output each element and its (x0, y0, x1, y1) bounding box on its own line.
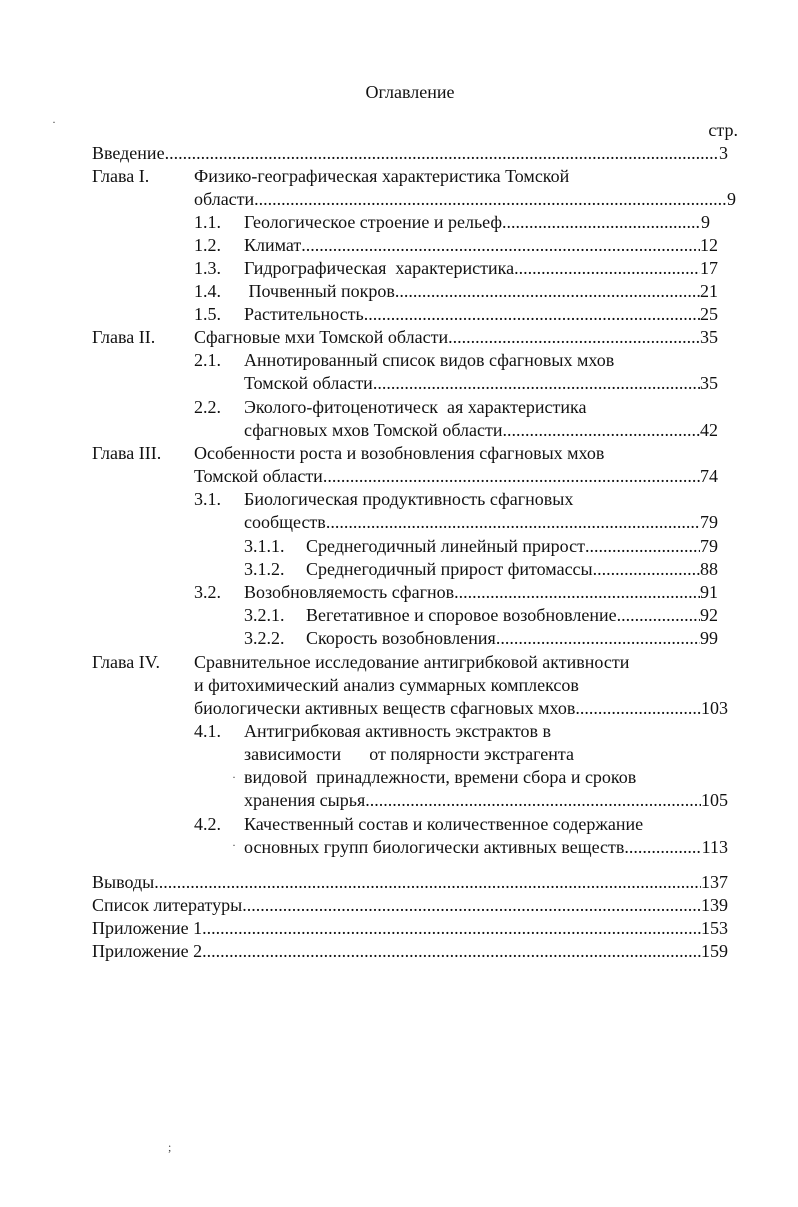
entry-label: Растительность (244, 304, 364, 324)
toc-entry-references (92, 894, 728, 916)
entry-page: 9 (701, 212, 710, 232)
section-4-1-title-line-2a: зависимости (244, 744, 342, 764)
entry-label: Среднегодичный линейный прирост (306, 536, 585, 556)
pages-column-label: стр. (708, 120, 738, 140)
entry-label: Вегетативное и споровое возобновление (306, 605, 617, 625)
section-4-1-number: 4.1. (194, 721, 221, 741)
entry-label: Сфагновые мхи Томской области (194, 327, 449, 347)
section-1-5-number: 1.5. (194, 304, 221, 324)
entry-page: 153 (701, 918, 728, 938)
toc-entry-section-1-2 (244, 234, 718, 256)
entry-page: 105 (701, 790, 728, 810)
toc-entry-section-4-2 (244, 836, 728, 858)
entry-label: Возобновляемость сфагнов (244, 582, 455, 602)
entry-page: 17 (700, 258, 718, 278)
toc-entry-section-1-4 (244, 280, 718, 302)
section-4-1-title-line-2 (244, 743, 574, 765)
toc-entry-section-3-2 (244, 581, 718, 603)
section-4-2-title-line-1: Качественный состав и количественное содержание (244, 814, 644, 834)
entry-page: 88 (700, 559, 718, 579)
chapter-1-title-line-1: Физико-географическая характеристика Томской (194, 166, 570, 186)
toc-entry-section-1-1 (244, 211, 710, 233)
section-2-2-title-line-1: Эколого-фитоценотическ ая характеристика (244, 397, 587, 417)
section-2-1-number: 2.1. (194, 350, 221, 370)
entry-page: 91 (700, 582, 718, 602)
section-3-2-number: 3.2. (194, 582, 221, 602)
entry-label: Список литературы (92, 895, 243, 915)
section-3-1-title-line-1: Биологическая продуктивность сфагновых (244, 489, 574, 509)
entry-label: Томской области (244, 373, 373, 393)
toc-entry-chapter-1 (194, 188, 736, 210)
entry-label: Гидрографическая характеристика (244, 258, 515, 278)
entry-label: биологически активных веществ сфагновых мхов (194, 698, 576, 718)
section-1-4-number: 1.4. (194, 281, 221, 301)
toc-entry-conclusions (92, 871, 728, 893)
entry-page: 113 (701, 837, 728, 857)
scan-speck: · (232, 770, 236, 784)
entry-label: Климат (244, 235, 302, 255)
entry-page: 42 (700, 420, 718, 440)
toc-entry-appendix-1 (92, 917, 728, 939)
chapter-4-title-line-1: Сравнительное исследование антигрибковой активности (194, 652, 630, 672)
entry-page: 159 (701, 941, 728, 961)
section-4-1-title-line-1: Антигрибковая активность экстрактов в (244, 721, 552, 741)
toc-entry-section-2-2 (244, 419, 718, 441)
section-1-2-number: 1.2. (194, 235, 221, 255)
chapter-4-title-line-2: и фитохимический анализ суммарных комплексов (194, 675, 579, 695)
entry-page: 74 (700, 466, 718, 486)
toc-entry-section-3-1-1 (306, 535, 718, 557)
entry-label: Скорость возобновления (306, 628, 496, 648)
entry-page: 92 (700, 605, 718, 625)
entry-label: Геологическое строение и рельеф (244, 212, 503, 232)
entry-label: Почвенный покров (244, 281, 395, 301)
entry-label: Введение (92, 143, 165, 163)
toc-entry-section-2-1 (244, 372, 718, 394)
entry-label: Среднегодичный прирост фитомассы (306, 559, 593, 579)
toc-entry-section-3-1-2 (306, 558, 718, 580)
entry-label: Томской области (194, 466, 323, 486)
page-title: Оглавление (365, 82, 455, 102)
entry-page: 99 (700, 628, 718, 648)
section-4-2-number: 4.2. (194, 814, 221, 834)
chapter-1-label: Глава I. (92, 166, 150, 186)
entry-page: 79 (700, 536, 718, 556)
entry-page: 21 (700, 281, 718, 301)
section-1-3-number: 1.3. (194, 258, 221, 278)
entry-label: Приложение 1 (92, 918, 203, 938)
toc-entry-appendix-2 (92, 940, 728, 962)
toc-entry-section-3-2-2 (306, 627, 718, 649)
toc-entry-chapter-3 (194, 465, 718, 487)
entry-label: области (194, 189, 255, 209)
toc-entry-section-3-1 (244, 511, 718, 533)
entry-page: 35 (700, 373, 718, 393)
chapter-3-title-line-1: Особенности роста и возобновления сфагновых мхов (194, 443, 605, 463)
scan-speck: · (52, 115, 56, 129)
entry-page: 35 (700, 327, 718, 347)
toc-entry-section-1-3 (244, 257, 718, 279)
entry-label: сообществ (244, 512, 326, 532)
entry-page: 3 (719, 143, 728, 163)
toc-entry-section-3-2-1 (306, 604, 718, 626)
entry-label: Приложение 2 (92, 941, 203, 961)
section-3-1-number: 3.1. (194, 489, 221, 509)
entry-page: 12 (700, 235, 718, 255)
section-3-1-2-number: 3.1.2. (244, 559, 285, 579)
section-3-1-1-number: 3.1.1. (244, 536, 285, 556)
chapter-3-label: Глава III. (92, 443, 162, 463)
entry-page: 25 (700, 304, 718, 324)
entry-page: 103 (701, 698, 728, 718)
section-4-1-title-line-2b: от полярности экстрагента (369, 744, 574, 764)
scan-speck: ; (168, 1140, 172, 1154)
section-3-2-1-number: 3.2.1. (244, 605, 285, 625)
toc-entry-chapter-2 (194, 326, 718, 348)
toc-entry-section-1-5 (244, 303, 718, 325)
entry-page: 9 (727, 189, 736, 209)
entry-page: 79 (700, 512, 718, 532)
entry-label: основных групп биологически активных веществ (244, 837, 625, 857)
section-2-1-title-line-1: Аннотированный список видов сфагновых мхов (244, 350, 615, 370)
entry-label: сфагновых мхов Томской области (244, 420, 503, 440)
toc-entry-chapter-4 (194, 697, 728, 719)
chapter-4-label: Глава IV. (92, 652, 160, 672)
chapter-2-label: Глава II. (92, 327, 156, 347)
section-1-1-number: 1.1. (194, 212, 221, 232)
entry-page: 139 (701, 895, 728, 915)
section-2-2-number: 2.2. (194, 397, 221, 417)
entry-label: хранения сырья (244, 790, 366, 810)
toc-entry-introduction (92, 142, 728, 164)
scan-speck: · (232, 838, 236, 852)
entry-label: Выводы (92, 872, 155, 892)
toc-entry-section-4-1 (244, 789, 728, 811)
section-3-2-2-number: 3.2.2. (244, 628, 285, 648)
section-4-1-title-line-3: видовой принадлежности, времени сбора и сроков (244, 767, 637, 787)
entry-page: 137 (701, 872, 728, 892)
